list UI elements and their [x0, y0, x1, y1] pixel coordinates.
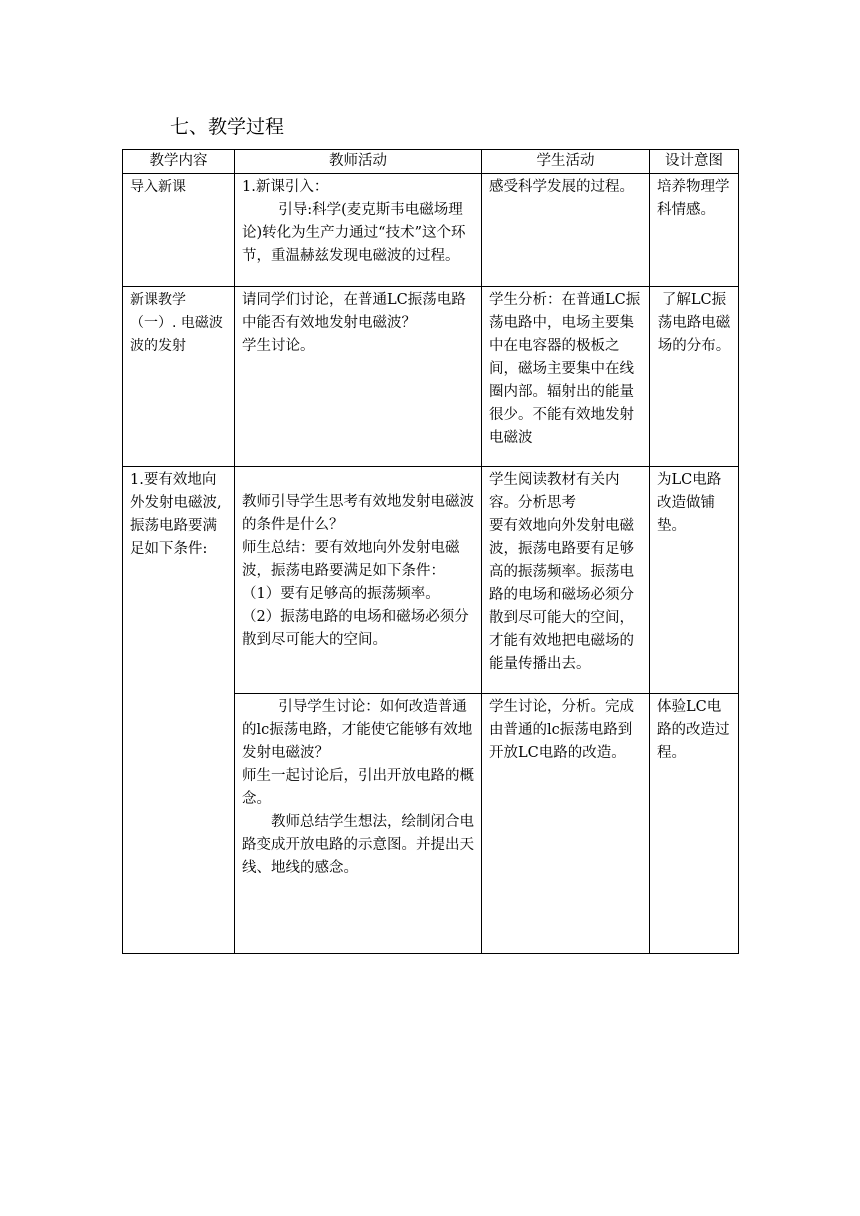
content-cell: 导入新课: [123, 174, 235, 287]
student-text: 学生阅读教材有关内容。分析思考: [489, 472, 620, 511]
table-row: [123, 287, 739, 467]
section-title: 七、教学过程: [170, 116, 285, 138]
student-cell: 学生分析：在普通LC振荡电路中，电场主要集中在电容器的极板之间，磁场主要集中在线圈内部。辐射出的能量很少。不能有效地发射电磁波: [482, 287, 650, 467]
teacher-cell: [235, 174, 482, 287]
teacher-text: 师生总结：要有效地向外发射电磁波，振荡电路要满足如下条件：: [242, 540, 460, 579]
header-intent: 设计意图: [650, 150, 739, 174]
content-cell: 新课教学（一）. 电磁波波的发射: [123, 287, 235, 467]
teacher-text: 引导学生讨论：如何改造普通的lc振荡电路，才能使它能够有效地发射电磁波？: [242, 699, 473, 761]
teacher-cell: [235, 467, 482, 694]
teacher-text: 1.新课引入：: [242, 179, 329, 195]
header-teacher: 教师活动: [235, 150, 482, 174]
header-student: 学生活动: [482, 150, 650, 174]
teacher-text: （1）要有足够高的振荡频率。: [242, 586, 440, 602]
intent-cell: 了解LC振荡电路电磁场的分布。: [650, 287, 739, 467]
teacher-text: （2）振荡电路的电场和磁场必须分散到尽可能大的空间。: [242, 609, 469, 648]
teacher-text: 引导:科学(麦克斯韦电磁场理论)转化为生产力通过“技术”这个环节，重温赫兹发现电磁波的过程。: [242, 202, 466, 264]
teacher-cell: [235, 694, 482, 954]
table-row: [123, 467, 739, 694]
teaching-process-table: [122, 149, 739, 954]
teacher-text: 教师总结学生想法，绘制闭合电路变成开放电路的示意图。并提出天线、地线的感念。: [242, 814, 474, 876]
teacher-text: 学生讨论。: [242, 338, 315, 354]
student-text: 要有效地向外发射电磁波，振荡电路要有足够高的振荡频率。振荡电路的电场和磁场必须分散到尽可能大的空间，才能有效地把电磁场的能量传播出去。: [489, 518, 634, 672]
student-cell: [482, 467, 650, 694]
content-cell: 1.要有效地向外发射电磁波,振荡电路要满足如下条件:: [123, 467, 235, 954]
student-cell: 感受科学发展的过程。: [482, 174, 650, 287]
teacher-text: 师生一起讨论后，引出开放电路的概念。: [242, 768, 474, 807]
intent-cell: 培养物理学科情感。: [650, 174, 739, 287]
teacher-cell: [235, 287, 482, 467]
table-header-row: [123, 150, 739, 174]
table-row: [123, 174, 739, 287]
student-cell: 学生讨论，分析。完成由普通的lc振荡电路到开放LC电路的改造。: [482, 694, 650, 954]
intent-cell: 体验LC电路的改造过程。: [650, 694, 739, 954]
teacher-text: 教师引导学生思考有效地发射电磁波的条件是什么？: [242, 494, 474, 533]
teacher-text: 请同学们讨论，在普通LC振荡电路中能否有效地发射电磁波？: [242, 292, 466, 331]
intent-cell: 为LC电路改造做铺垫。: [650, 467, 739, 694]
header-content: 教学内容: [123, 150, 235, 174]
